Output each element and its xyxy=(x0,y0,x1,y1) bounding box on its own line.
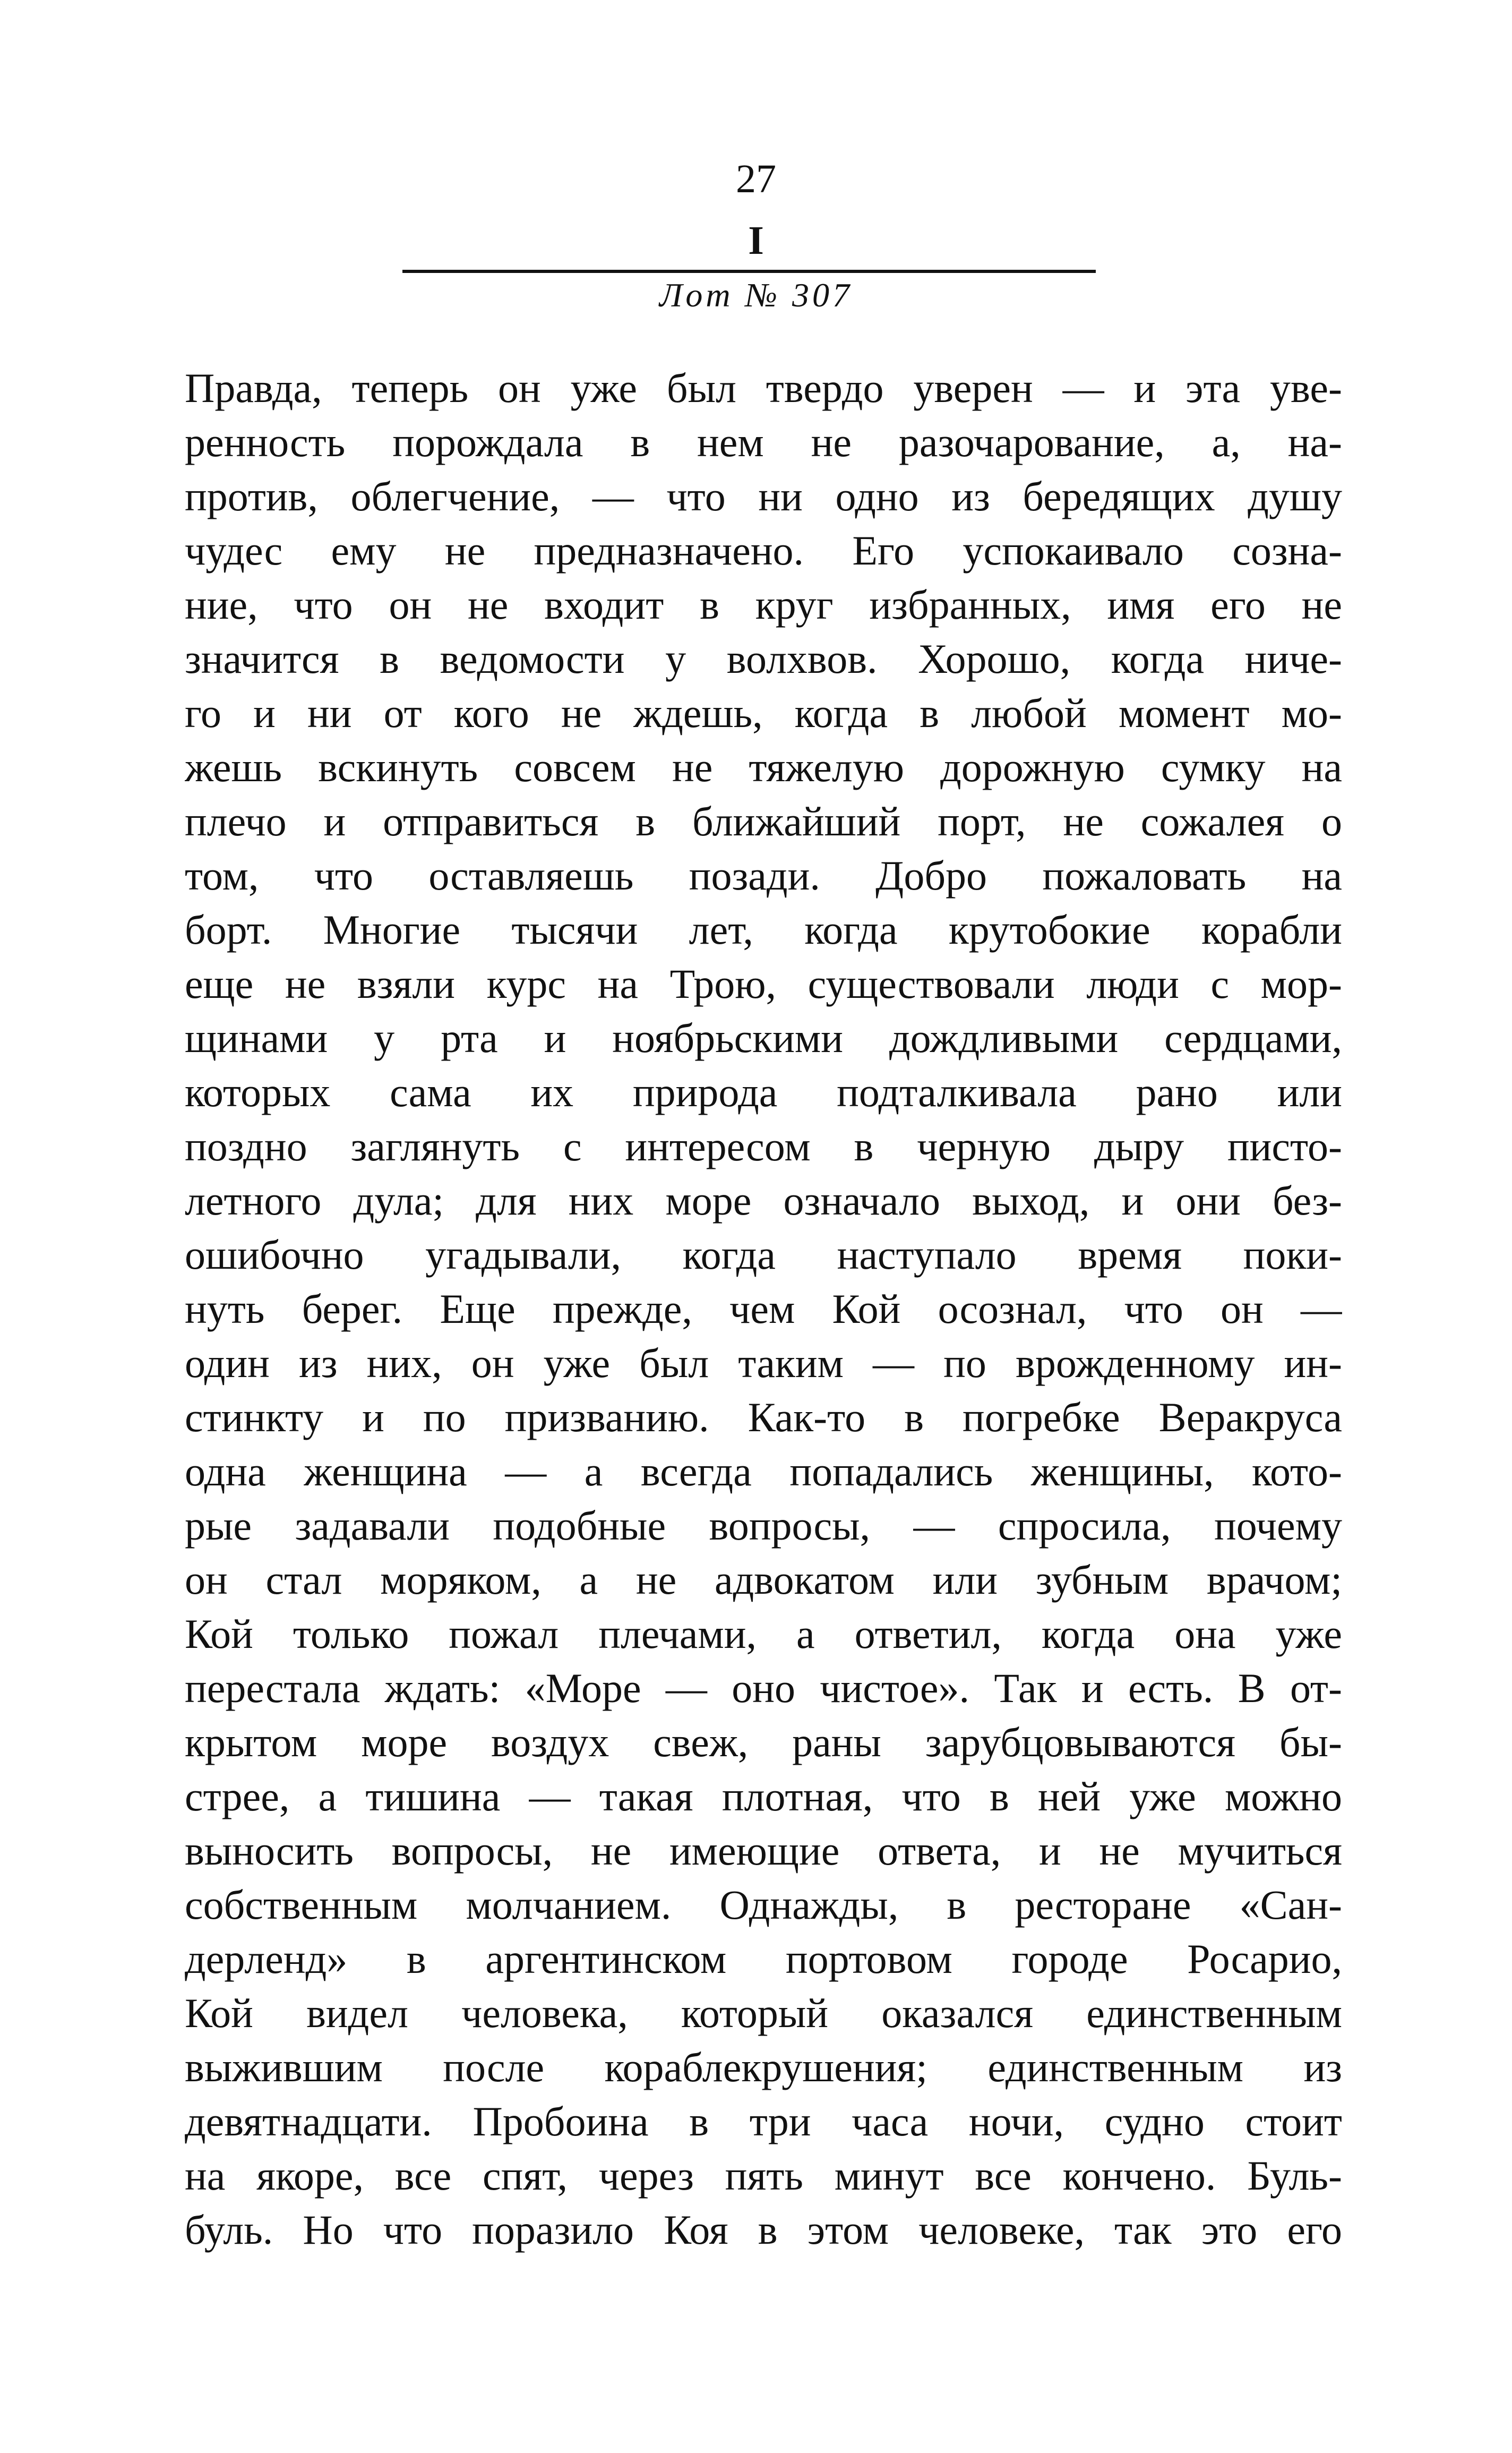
text-line: одна женщина — а всегда попадались женщины, кото- xyxy=(185,1448,1342,1494)
text-line: го и ни от кого не ждешь, когда в любой момент мо- xyxy=(185,690,1342,736)
text-line: ренность порождала в нем не разочарование, а, на- xyxy=(185,419,1342,465)
text-line: на якоре, все спят, через пять минут все кончено. Буль- xyxy=(185,2152,1342,2199)
text-line: Кой видел человека, который оказался единственным xyxy=(185,1990,1342,2036)
chapter-title: Лот № 307 xyxy=(659,276,853,314)
header-rule xyxy=(402,270,1096,273)
body-text xyxy=(185,361,1342,2257)
text-line: плечо и отправиться в ближайший порт, не сожалея о xyxy=(185,798,1342,844)
text-line: поздно заглянуть с интересом в черную дыру писто- xyxy=(185,1123,1342,1169)
text-line: том, что оставляешь позади. Добро пожаловать на xyxy=(185,852,1342,899)
text-line: девятнадцати. Пробоина в три часа ночи, судно стоит xyxy=(185,2098,1342,2144)
text-line: против, облегчение, — что ни одно из бередящих душу xyxy=(185,473,1342,519)
text-line: которых сама их природа подталкивала рано или xyxy=(185,1069,1342,1115)
text-line: Правда, теперь он уже был твердо уверен — и эта уве- xyxy=(185,365,1342,411)
text-line: значится в ведомости у волхвов. Хорошо, когда ниче- xyxy=(185,636,1342,682)
text-line: летного дула; для них море означало выход, и они без- xyxy=(185,1177,1342,1224)
text-line: чудес ему не предназначено. Его успокаивало созна- xyxy=(185,527,1342,574)
text-line: крытом море воздух свеж, раны зарубцовываются бы- xyxy=(185,1719,1342,1765)
text-line: щинами у рта и ноябрьскими дождливыми сердцами, xyxy=(185,1015,1342,1061)
text-line: ние, что он не входит в круг избранных, имя его не xyxy=(185,582,1342,628)
text-line: он стал моряком, а не адвокатом или зубным врачом; xyxy=(185,1557,1342,1603)
text-line: дерленд» в аргентинском портовом городе Росарио, xyxy=(185,1936,1342,1982)
text-line: нуть берег. Еще прежде, чем Кой осознал, что он — xyxy=(185,1286,1342,1332)
text-line: буль. Но что поразило Коя в этом человеке, так это его xyxy=(185,2207,1342,2253)
section-number: I xyxy=(748,218,764,263)
text-line: стинкту и по призванию. Как-то в погребке Веракруса xyxy=(185,1394,1342,1440)
text-line: один из них, он уже был таким — по врожденному ин- xyxy=(185,1340,1342,1386)
text-line: стрее, а тишина — такая плотная, что в ней уже можно xyxy=(185,1773,1342,1819)
text-line: борт. Многие тысячи лет, когда крутобокие корабли xyxy=(185,907,1342,953)
text-line: выносить вопросы, не имеющие ответа, и не мучиться xyxy=(185,1827,1342,1874)
text-line: жешь вскинуть совсем не тяжелую дорожную сумку на xyxy=(185,744,1342,790)
text-line: рые задавали подобные вопросы, — спросила, почему xyxy=(185,1502,1342,1549)
text-line: еще не взяли курс на Трою, существовали люди с мор- xyxy=(185,961,1342,1007)
text-line: собственным молчанием. Однажды, в ресторане «Сан- xyxy=(185,1882,1342,1928)
page-number: 27 xyxy=(736,157,776,201)
text-line: выжившим после кораблекрушения; единственным из xyxy=(185,2044,1342,2090)
text-line: ошибочно угадывали, когда наступало время поки- xyxy=(185,1232,1342,1278)
text-line: Кой только пожал плечами, а ответил, когда она уже xyxy=(185,1611,1342,1657)
text-line: перестала ждать: «Море — оно чистое». Так и есть. В от- xyxy=(185,1665,1342,1711)
